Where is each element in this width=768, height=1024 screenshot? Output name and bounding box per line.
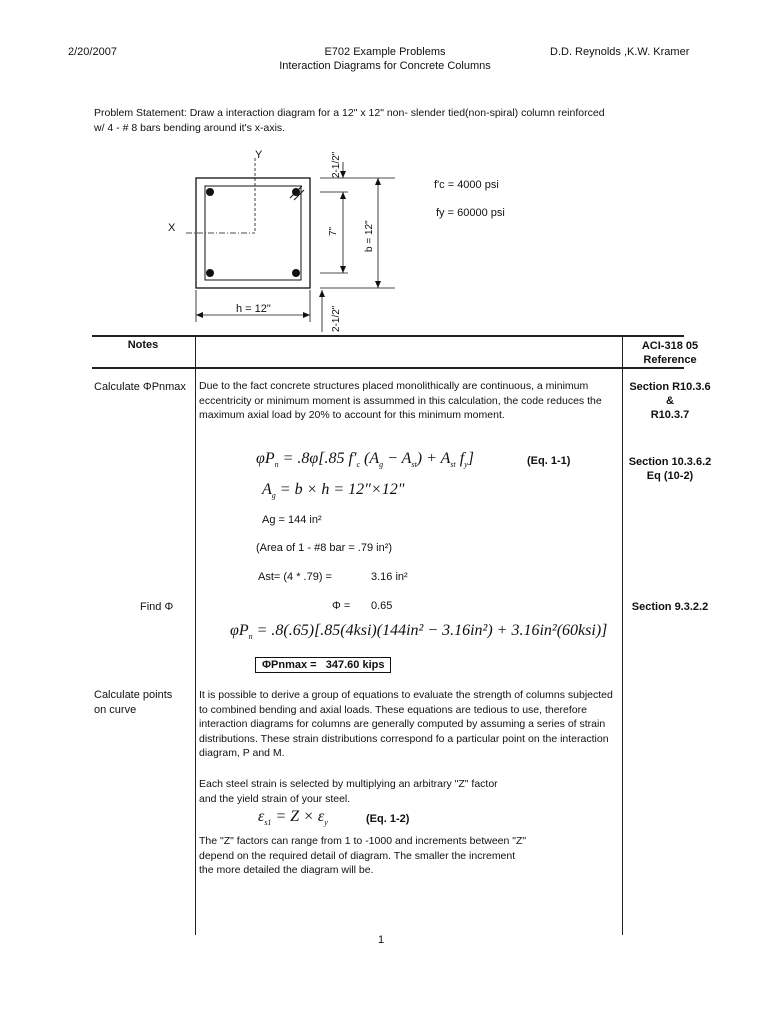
ast-label: Ast= (4 * .79) = [258, 571, 332, 583]
equation-1-1: $\varphi P_n = .8\varphi[.85$ $f'_c$ $(A_g - A_{st}) + A_{st}$ $f_y$] [256, 450, 474, 470]
figure-inner-dim-label: 7" [328, 226, 339, 236]
header-title [230, 45, 540, 73]
result-label: ΦPnmax = [262, 659, 317, 671]
figure-h-dim-label: h = 12" [236, 303, 271, 315]
problem-line1: Problem Statement: Draw a interaction diagram for a 12" x 12" non- slender tied(non-spiral) column reinforced [94, 107, 605, 119]
reference-line1: ACI-318 05 [641, 340, 699, 352]
eq-1-1-tag: (Eq. 1-1) [527, 455, 571, 467]
z-range-line2: depend on the required detail of diagram. The smaller the increment [199, 849, 516, 862]
result-value: 347.60 kips [325, 659, 385, 671]
note-calc-phipmax: Calculate ΦPnmax [94, 381, 186, 393]
table-header-notes: Notes [127, 339, 159, 351]
ref-10362-line1: Section 10.3.6.2 [628, 456, 712, 468]
z-range-explanation [199, 834, 619, 878]
reference-line2: Reference [643, 354, 697, 366]
note-calc-points-line1: Calculate points [94, 689, 173, 701]
equation-1-2: $\varepsilon_{s1} = Z \times \varepsilon_y$ [258, 808, 328, 828]
column-section-diagram [150, 140, 550, 340]
note-calc-points [94, 688, 172, 718]
table-right-divider [622, 335, 623, 935]
header-authors: D.D. Reynolds ,K.W. Kramer [550, 46, 690, 58]
page-number: 1 [378, 934, 385, 946]
dim-7-arrow-top [340, 192, 346, 199]
z-factor-line1: Each steel strain is selected by multiplying an arbitrary "Z" factor [199, 778, 498, 790]
table-header-rule [92, 367, 684, 369]
note-calc-points-line2: on curve [94, 704, 137, 716]
ref-r1036-line1: Section R10.3.6 [629, 381, 711, 393]
phipmax-explanation: Due to the fact concrete structures placed monolithically are continuous, a minimum eccentricity or minimum moment is assummed in this calculation, the code reduces the maximum axial load by 20% to account for this minimum moment. [199, 380, 602, 421]
fy-label: fy = 60000 psi [436, 207, 505, 219]
fc-label: f'c = 4000 psi [434, 179, 499, 191]
ag-value: Ag = 144 in² [262, 514, 322, 526]
note-find-phi: Find Φ [140, 601, 174, 613]
equation-ag: $A_g = b \times h$ = 12"×12" [262, 481, 405, 501]
tie-hook [290, 186, 302, 198]
dim-cover-bottom-arrow [319, 290, 325, 297]
ref-r1036-line3: R10.3.7 [650, 409, 690, 421]
rebar-bottom-right [292, 269, 300, 277]
ast-value: 3.16 in² [371, 571, 408, 583]
header-title-line1: E702 Example Problems [324, 46, 446, 58]
ref-10362 [624, 455, 716, 483]
figure-top-cover-label: 2-1/2" [331, 151, 342, 178]
ref-r1036 [624, 380, 716, 422]
dim-h-arrow-left [196, 312, 203, 318]
ref-9322: Section 9.3.2.2 [631, 601, 709, 613]
z-range-line1: The "Z" factors can range from 1 to -1000 and increments between "Z" [199, 835, 527, 847]
z-factor-explanation [199, 777, 619, 806]
dim-7-arrow-bottom [340, 266, 346, 273]
figure-y-label: Y [255, 149, 263, 161]
dim-h-arrow-right [303, 312, 310, 318]
dim-b-arrow-bottom [375, 281, 381, 288]
result-box [255, 657, 391, 673]
problem-statement [94, 106, 694, 135]
table-left-divider [195, 335, 196, 935]
z-range-line3: the more detailed the diagram will be. [199, 864, 374, 876]
z-factor-line2: and the yield strain of your steel. [199, 792, 351, 805]
figure-x-label: X [168, 222, 176, 234]
phi-label: Φ = [332, 600, 351, 612]
rebar-top-left [206, 188, 214, 196]
table-top-rule [92, 335, 684, 337]
problem-line2: w/ 4 - # 8 bars bending around it's x-axis. [94, 121, 286, 134]
phi-value: 0.65 [371, 600, 393, 612]
header-date: 2/20/2007 [68, 46, 117, 58]
points-explanation: It is possible to derive a group of equations to evaluate the strength of columns subjected to combined bending and axial loads. These equations are tedious to use, therefore interaction diagrams for columns are generally computed by assuming a series of strain distributions. These strain distributions correspond fo a particular point on the interaction diagram, P and M. [199, 689, 613, 759]
table-header-reference [624, 339, 716, 367]
header-title-line2: Interaction Diagrams for Concrete Columns [279, 60, 491, 72]
rebar-bottom-left [206, 269, 214, 277]
figure-b-dim-label: b = 12" [364, 220, 375, 252]
ref-10362-line2: Eq (10-2) [646, 470, 694, 482]
figure-bottom-cover-label: 2-1/2" [331, 305, 342, 332]
dim-b-arrow-top [375, 178, 381, 185]
bar-area-note: (Area of 1 - #8 bar = .79 in²) [256, 542, 393, 554]
eq-1-2-tag: (Eq. 1-2) [366, 813, 410, 825]
ref-r1036-line2: & [666, 395, 674, 407]
equation-numeric: $\varphi P_n = .8(.65)[.85(4ksi)(144in^2 - 3.16in^2) + 3.16in^2(60ksi)]$ [230, 622, 608, 642]
